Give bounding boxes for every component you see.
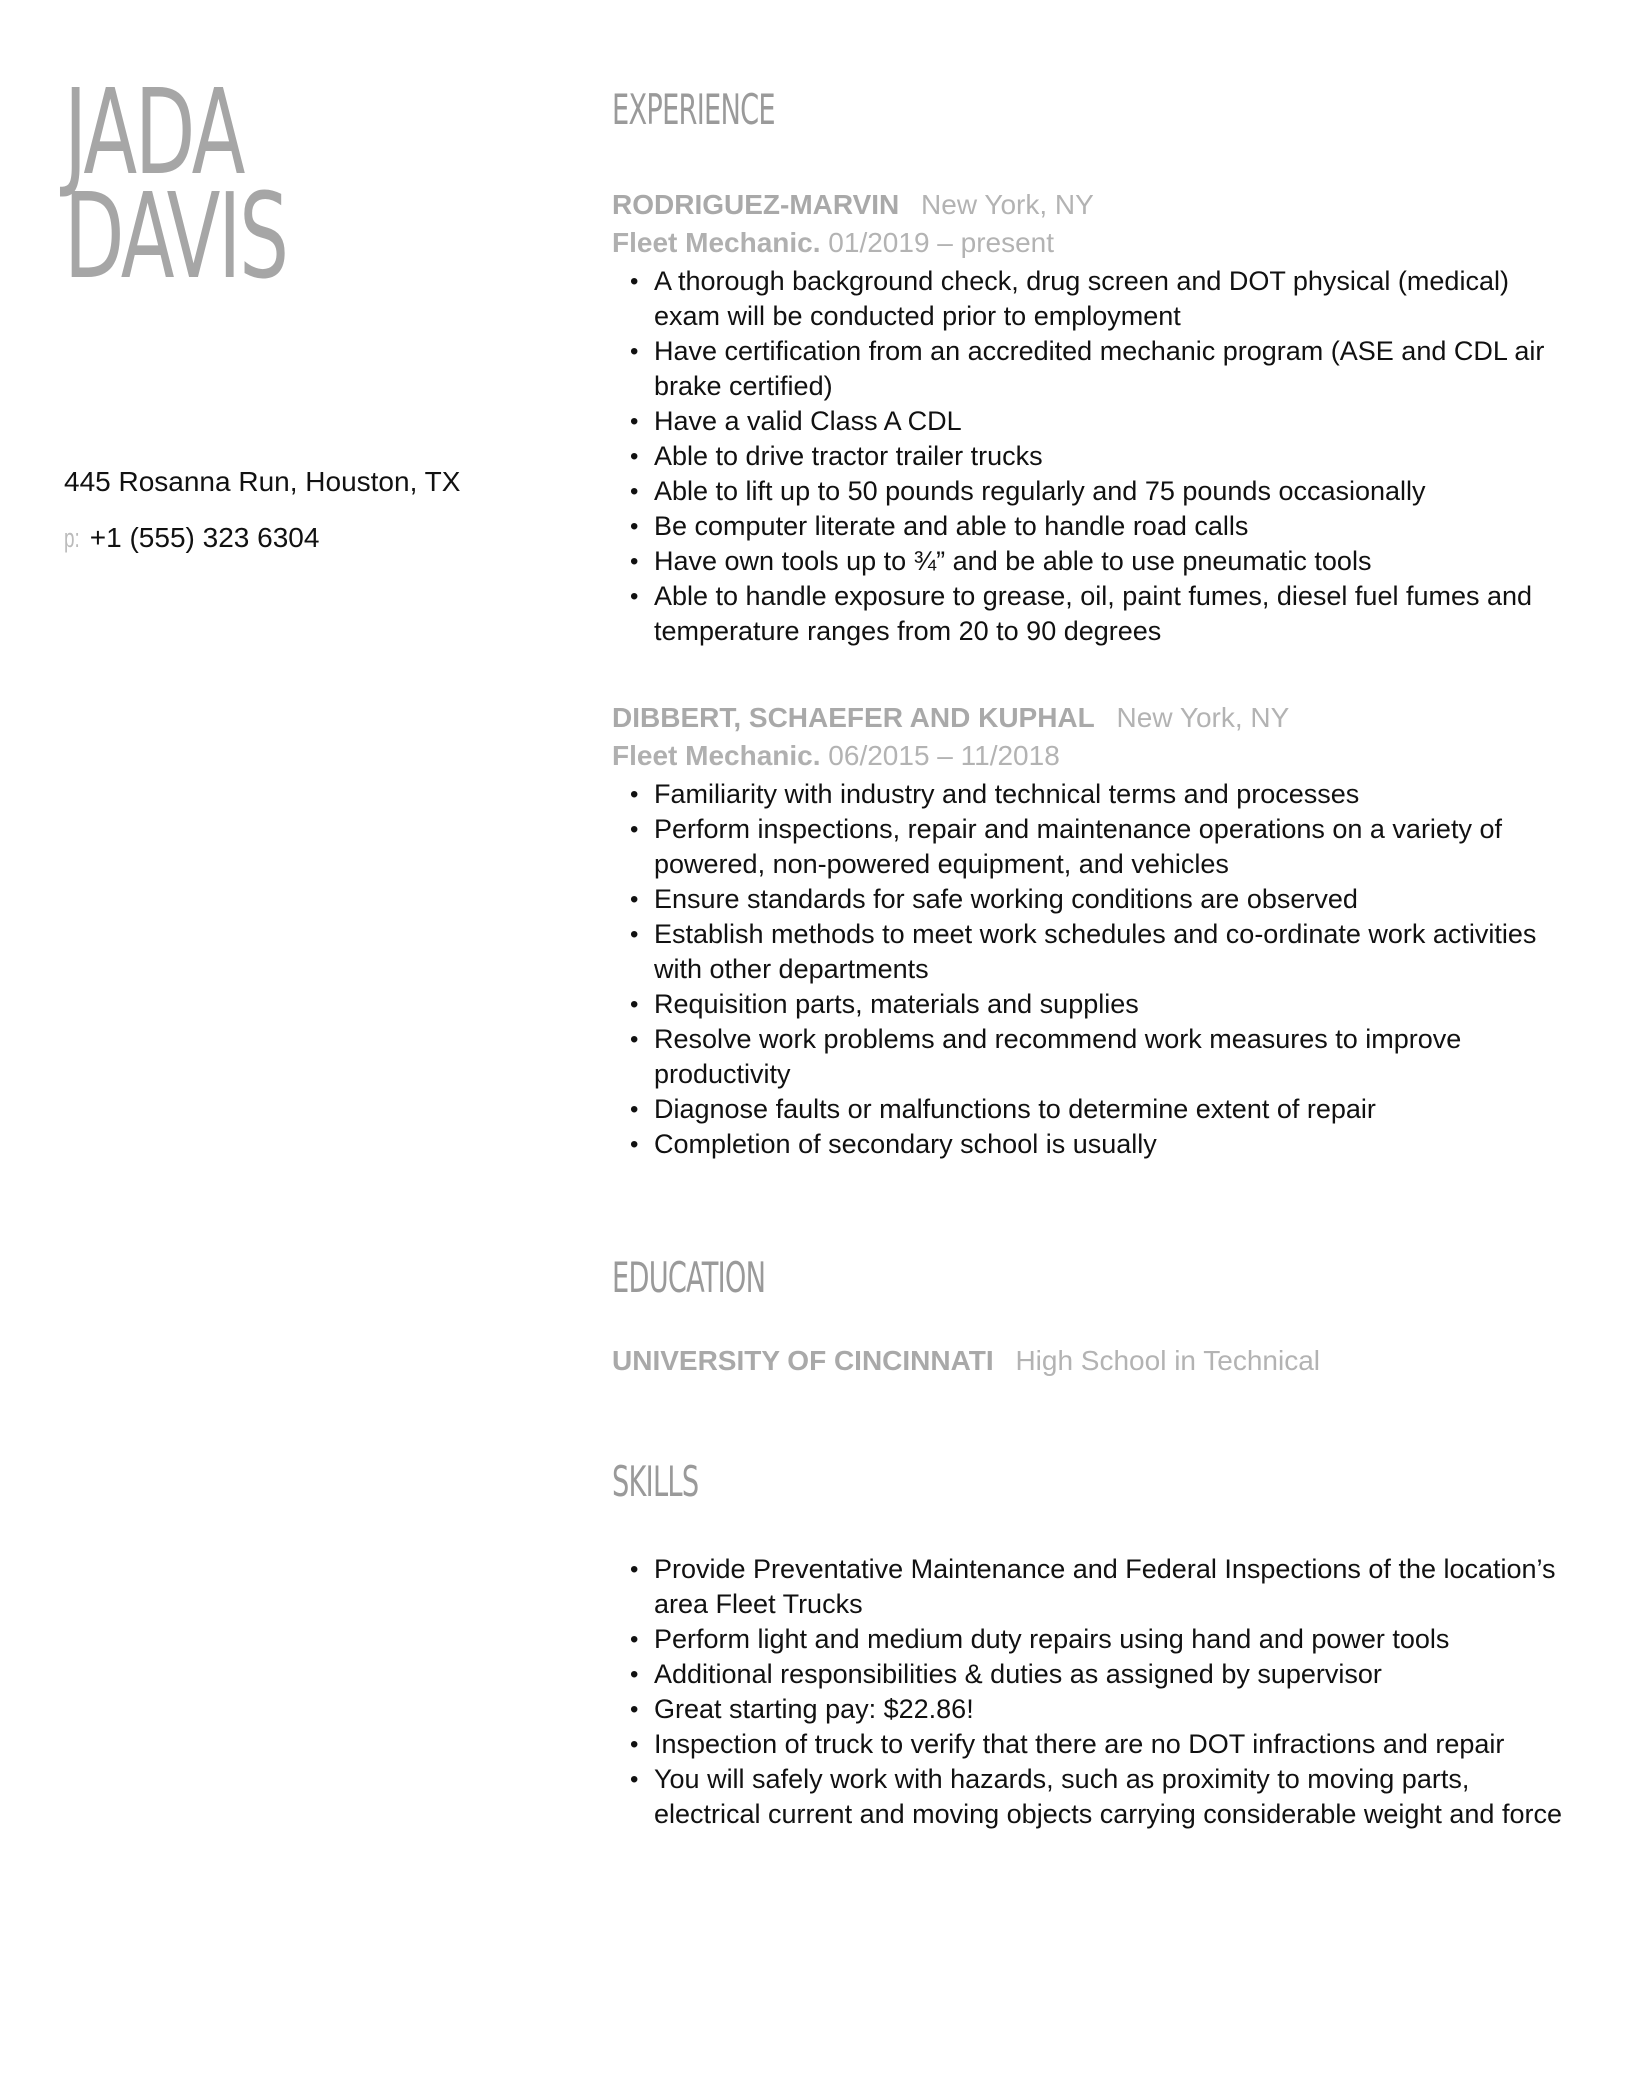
job-bullets (612, 264, 1572, 649)
phone-row (64, 520, 460, 556)
job-location: New York, NY (921, 189, 1094, 220)
list-item: • Great starting pay: $22.86! (654, 1692, 1572, 1727)
list-item: • Provide Preventative Maintenance and Federal Inspections of the location’s area Fleet Trucks (654, 1552, 1572, 1622)
skills-bullets (612, 1552, 1572, 1832)
degree: High School in Technical (1015, 1345, 1320, 1376)
job-dates: 01/2019 – present (828, 227, 1055, 258)
list-item: • Able to drive tractor trailer trucks (654, 439, 1572, 474)
list-item: • Perform inspections, repair and maintenance operations on a variety of powered, non-powered equipment, and vehicles (654, 812, 1572, 882)
list-item: • Resolve work problems and recommend work measures to improve productivity (654, 1022, 1572, 1092)
job-location: New York, NY (1116, 702, 1290, 733)
address: 445 Rosanna Run, Houston, TX (64, 466, 461, 497)
list-item: • A thorough background check, drug screen and DOT physical (medical) exam will be conducted prior to employment (654, 264, 1572, 334)
skills-section (612, 1458, 1572, 1832)
list-item: • Requisition parts, materials and supplies (654, 987, 1572, 1022)
job-entry (612, 186, 1572, 649)
job-bullets (612, 777, 1572, 1162)
role-row (612, 224, 1572, 262)
job-header (612, 699, 1572, 737)
list-item: • Establish methods to meet work schedules and co-ordinate work activities with other departments (654, 917, 1572, 987)
role-row (612, 737, 1572, 775)
job-entry (612, 699, 1572, 1162)
phone-label: p: (64, 523, 80, 553)
first-name: JADA (64, 63, 244, 201)
list-item: • Have own tools up to ¾” and be able to use pneumatic tools (654, 544, 1572, 579)
phone-number: +1 (555) 323 6304 (89, 522, 320, 553)
company-name: RODRIGUEZ-MARVIN (612, 189, 900, 220)
education-entry (612, 1342, 1572, 1380)
experience-title: EXPERIENCE (612, 85, 775, 134)
job-role: Fleet Mechanic. (612, 740, 821, 771)
job-dates: 06/2015 – 11/2018 (828, 740, 1060, 771)
list-item: • Familiarity with industry and technical terms and processes (654, 777, 1572, 812)
list-item: • Perform light and medium duty repairs using hand and power tools (654, 1622, 1572, 1657)
job-role: Fleet Mechanic. (612, 227, 821, 258)
list-item: • You will safely work with hazards, such as proximity to moving parts, electrical current and moving objects carrying considerable weight and force (654, 1762, 1572, 1832)
list-item: • Have a valid Class A CDL (654, 404, 1572, 439)
main-column (612, 86, 1572, 1832)
name-block (64, 63, 544, 305)
company-name: DIBBERT, SCHAEFER AND KUPHAL (612, 702, 1095, 733)
list-item: • Ensure standards for safe working conditions are observed (654, 882, 1572, 917)
list-item: • Able to handle exposure to grease, oil, paint fumes, diesel fuel fumes and temperature ranges from 20 to 90 degrees (654, 579, 1572, 649)
skills-title: SKILLS (612, 1457, 699, 1506)
job-header (612, 186, 1572, 224)
list-item: • Diagnose faults or malfunctions to determine extent of repair (654, 1092, 1572, 1127)
experience-section (612, 86, 1572, 1162)
list-item: • Inspection of truck to verify that there are no DOT infractions and repair (654, 1727, 1572, 1762)
list-item: • Able to lift up to 50 pounds regularly and 75 pounds occasionally (654, 474, 1572, 509)
list-item: • Have certification from an accredited mechanic program (ASE and CDL air brake certified) (654, 334, 1572, 404)
list-item: • Additional responsibilities & duties as assigned by supervisor (654, 1657, 1572, 1692)
list-item: • Completion of secondary school is usually (654, 1127, 1572, 1162)
contact-block (64, 464, 460, 556)
education-section (612, 1254, 1572, 1380)
school-name: UNIVERSITY OF CINCINNATI (612, 1345, 994, 1376)
list-item: • Be computer literate and able to handle road calls (654, 509, 1572, 544)
last-name: DAVIS (64, 167, 287, 305)
education-title: EDUCATION (612, 1253, 766, 1302)
